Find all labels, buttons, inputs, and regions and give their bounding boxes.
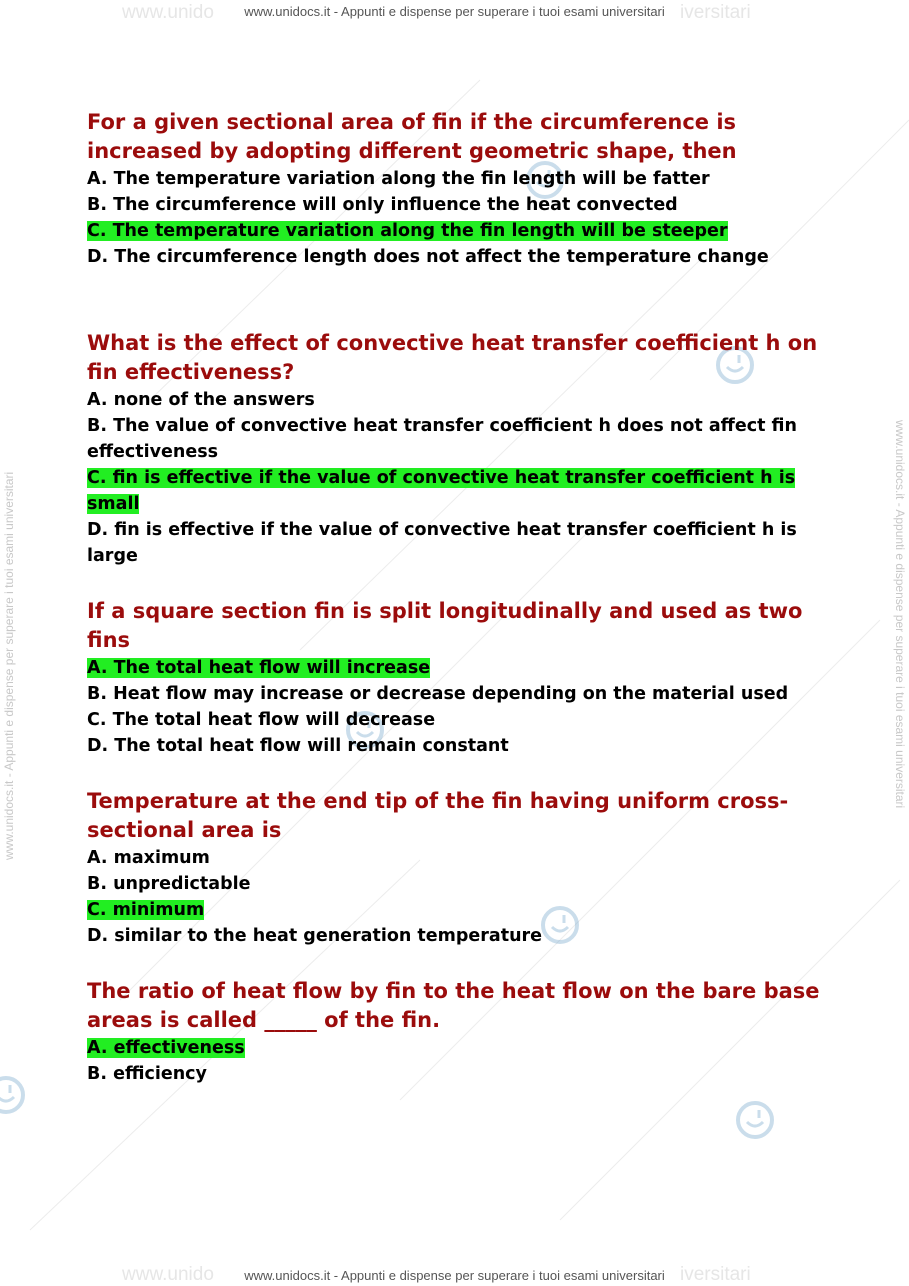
- answer-text: D. fin is effective if the value of convective heat transfer coefficient h is large: [87, 520, 797, 566]
- answer-option: [87, 1061, 827, 1087]
- answer-option: [87, 413, 827, 465]
- answer-text: B. efficiency: [87, 1064, 207, 1084]
- answer-option: [87, 681, 827, 707]
- answer-option: [87, 871, 827, 897]
- answer-text: C. The total heat flow will decrease: [87, 710, 436, 730]
- watermark-logo-icon: [735, 1100, 775, 1140]
- question-text: For a given sectional area of fin if the circumference is increased by adopting different geometric shape, then: [87, 110, 737, 163]
- answer-option: [87, 733, 827, 759]
- answer-option: [87, 166, 827, 192]
- answer-list: [87, 166, 827, 270]
- quiz-content: [87, 108, 827, 1087]
- footer-watermark-ghost-right: iversitari: [680, 1264, 751, 1285]
- answer-text: C. minimum: [87, 900, 205, 920]
- answer-text: B. The value of convective heat transfer coefficient h does not affect fin effectiveness: [87, 416, 797, 462]
- answer-text: B. Heat flow may increase or decrease depending on the material used: [87, 684, 789, 704]
- answer-text: B. The circumference will only influence the heat convected: [87, 195, 678, 215]
- answer-option: [87, 517, 827, 569]
- question-text: The ratio of heat flow by fin to the heat flow on the bare base areas is called _____ of the fin.: [87, 979, 820, 1032]
- answer-option: [87, 707, 827, 733]
- answer-text: A. The temperature variation along the fin length will be fatter: [87, 169, 710, 189]
- answer-list: [87, 387, 827, 569]
- side-watermark-right: www.unidocs.it - Appunti e dispense per superare i tuoi esami universitari: [893, 420, 907, 809]
- question-text: If a square section fin is split longitudinally and used as two fins: [87, 599, 803, 652]
- answer-option: [87, 845, 827, 871]
- answer-option: [87, 923, 827, 949]
- answer-option-correct: [87, 1035, 827, 1061]
- header-watermark-ghost-left: www.unido: [122, 2, 214, 23]
- answer-text: D. similar to the heat generation temperature: [87, 926, 543, 946]
- answer-option: [87, 192, 827, 218]
- question-text: What is the effect of convective heat transfer coefficient h on fin effectiveness?: [87, 331, 818, 384]
- answer-text: A. none of the answers: [87, 390, 315, 410]
- answer-list: [87, 655, 827, 759]
- answer-option-correct: [87, 218, 827, 244]
- answer-text: C. The temperature variation along the fin length will be steeper: [87, 221, 728, 241]
- answer-text: A. effectiveness: [87, 1038, 245, 1058]
- header-watermark-ghost-right: iversitari: [680, 2, 751, 23]
- answer-text: D. The total heat flow will remain constant: [87, 736, 509, 756]
- answer-option: [87, 387, 827, 413]
- question-block: [87, 977, 827, 1087]
- question-block: [87, 597, 827, 759]
- answer-option-correct: [87, 655, 827, 681]
- watermark-logo-icon: [0, 1075, 26, 1115]
- answer-list: [87, 1035, 827, 1087]
- answer-option-correct: [87, 465, 827, 517]
- footer-watermark-ghost-left: www.unido: [122, 1264, 214, 1285]
- answer-option-correct: [87, 897, 827, 923]
- footer-watermark: www.unidocs.it - Appunti e dispense per superare i tuoi esami universitari: [244, 1268, 665, 1283]
- answer-text: C. fin is effective if the value of convective heat transfer coefficient h is small: [87, 468, 796, 514]
- question-text: Temperature at the end tip of the fin having uniform cross-sectional area is: [87, 789, 789, 842]
- answer-option: [87, 244, 827, 270]
- answer-text: A. maximum: [87, 848, 210, 868]
- side-watermark-left: www.unidocs.it - Appunti e dispense per superare i tuoi esami universitari: [2, 471, 16, 860]
- question-block: [87, 787, 827, 949]
- answer-list: [87, 845, 827, 949]
- answer-text: A. The total heat flow will increase: [87, 658, 431, 678]
- question-block: [87, 329, 827, 569]
- answer-text: B. unpredictable: [87, 874, 251, 894]
- answer-text: D. The circumference length does not affect the temperature change: [87, 247, 769, 267]
- question-block: [87, 108, 827, 270]
- header-watermark: www.unidocs.it - Appunti e dispense per superare i tuoi esami universitari: [244, 4, 665, 19]
